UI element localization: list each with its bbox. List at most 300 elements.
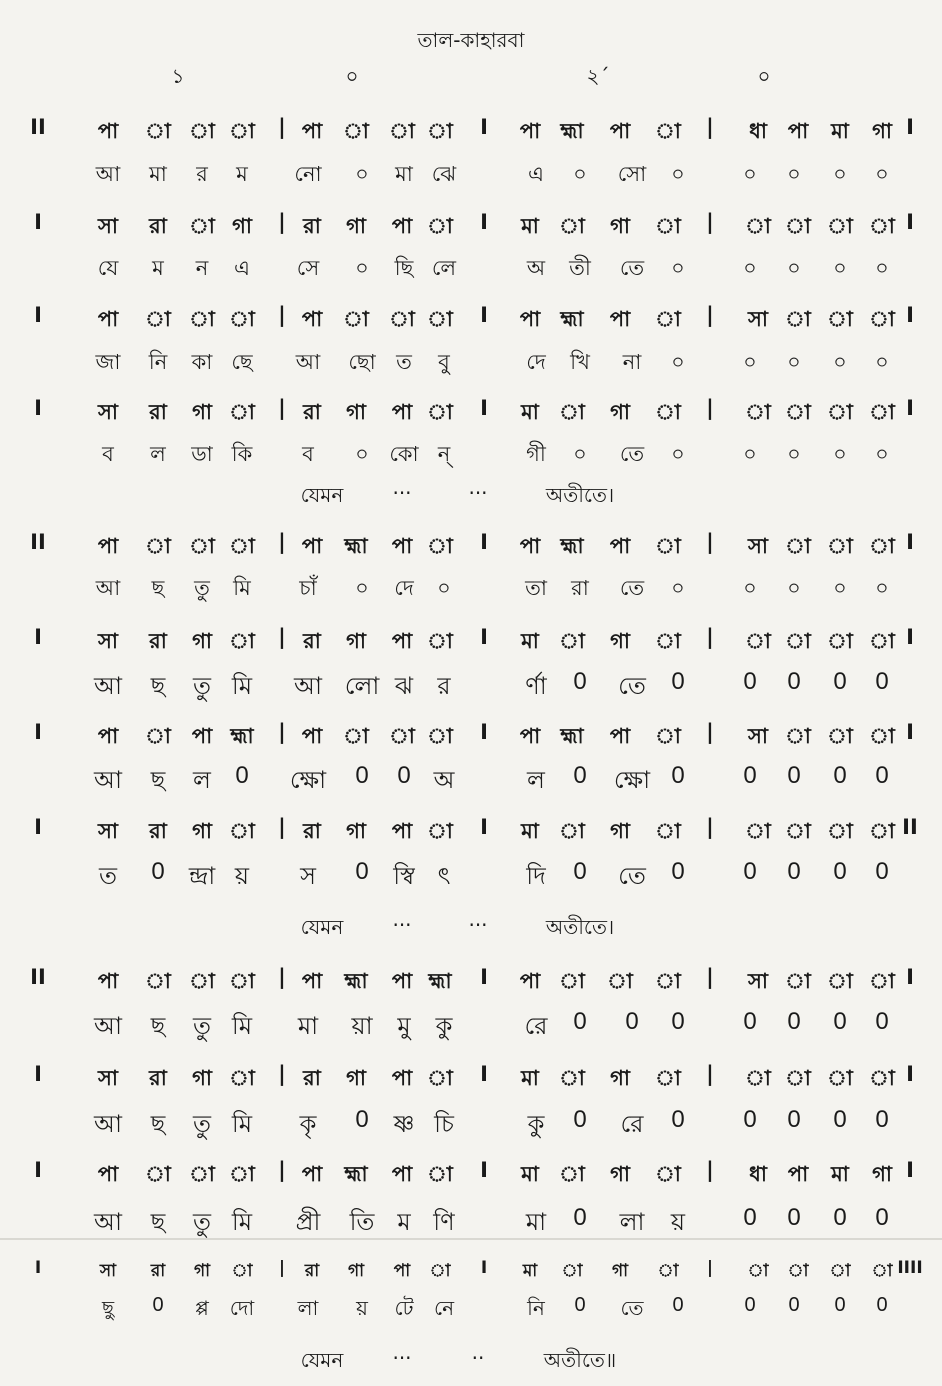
swara-note: পা <box>97 1162 119 1186</box>
swara-note: মা <box>521 400 539 424</box>
swara-note: গা <box>192 400 212 424</box>
swara-line <box>20 815 920 849</box>
bar-line: I <box>480 303 488 327</box>
lyric-syllable: ম <box>397 1209 411 1236</box>
swara-note: গা <box>192 1066 212 1090</box>
lyric-syllable: 0 <box>573 762 587 789</box>
swara-note: পা <box>393 1261 411 1281</box>
swara-note: পা <box>301 534 323 558</box>
lyric-syllable: ছো <box>348 350 376 374</box>
lyric-syllable: আ <box>94 1209 122 1236</box>
swara-note: গা <box>610 1066 630 1090</box>
bar-line: | <box>706 303 714 327</box>
lyric-syllable: ন <box>195 256 209 280</box>
swara-note: া <box>229 307 255 331</box>
lyric-syllable: ন্দ্রা <box>188 863 216 890</box>
swara-note: া <box>869 307 895 331</box>
tal-mark: ০ <box>345 64 359 88</box>
swara-note: সা <box>748 724 768 748</box>
swara-note: া <box>747 1261 769 1281</box>
lyric-line <box>20 1008 920 1042</box>
lyric-syllable: ন্ <box>437 442 451 466</box>
bar-line: | <box>278 115 286 139</box>
lyric-syllable: 0 <box>875 1204 889 1231</box>
swara-note: া <box>427 119 453 143</box>
swara-line <box>20 303 920 337</box>
lyric-syllable: ০ <box>787 350 801 374</box>
lyric-syllable: সে <box>296 256 320 280</box>
swara-note: পা <box>391 629 413 653</box>
swara-line <box>20 1258 923 1292</box>
lyric-syllable: তে <box>618 673 646 700</box>
lyric-syllable: ছ <box>150 673 166 700</box>
lyric-syllable: 0 <box>875 762 889 789</box>
bar-line: I <box>34 210 42 234</box>
lyric-syllable: 0 <box>672 1294 684 1316</box>
lyric-syllable: তে <box>619 256 645 280</box>
swara-note: া <box>655 400 681 424</box>
lyric-syllable: 0 <box>397 762 411 789</box>
swara-note: পা <box>301 1162 323 1186</box>
lyric-syllable: ছু <box>101 1298 115 1320</box>
swara-note: মা <box>521 214 539 238</box>
lyric-syllable: 0 <box>573 1204 587 1231</box>
lyric-syllable: ঝ <box>394 673 414 700</box>
lyric-syllable: তু <box>192 1209 212 1236</box>
lyric-syllable: কি <box>231 442 253 466</box>
lyric-syllable: ম <box>236 162 248 186</box>
lyric-syllable: ০ <box>671 162 685 186</box>
bar-line: | <box>278 210 286 234</box>
lyric-syllable: ০ <box>671 576 685 600</box>
swara-note: া <box>869 1066 895 1090</box>
swara-note: া <box>655 214 681 238</box>
swara-note: া <box>427 400 453 424</box>
refrain-word: ··· <box>392 481 412 505</box>
lyric-syllable: 0 <box>743 1106 757 1133</box>
swara-note: গা <box>346 1066 366 1090</box>
swara-note: ধা <box>749 1162 767 1186</box>
lyric-syllable: রা <box>571 576 589 600</box>
swara-line <box>20 396 920 430</box>
swara-note: হ্মা <box>344 969 368 993</box>
lyric-syllable: স <box>300 863 316 890</box>
bar-line: | <box>278 720 286 744</box>
swara-note: রা <box>303 400 321 424</box>
swara-note: া <box>559 969 585 993</box>
lyric-syllable: তি <box>349 1209 375 1236</box>
swara-note: া <box>229 629 255 653</box>
swara-note: া <box>827 819 853 843</box>
bar-line: I <box>906 530 914 554</box>
lyric-syllable: ছ <box>150 1209 166 1236</box>
swara-note: পা <box>519 307 541 331</box>
lyric-syllable: তু <box>192 1111 212 1138</box>
swara-note: পা <box>97 724 119 748</box>
lyric-syllable: ০ <box>875 162 889 186</box>
lyric-line <box>20 572 920 606</box>
lyric-syllable: জা <box>95 350 121 374</box>
lyric-syllable: কু <box>435 1013 453 1040</box>
lyric-syllable: প্প <box>195 1298 209 1320</box>
refrain-word: যেমন <box>300 483 344 507</box>
lyric-syllable: তী <box>569 256 591 280</box>
swara-note: া <box>785 724 811 748</box>
swara-note: া <box>229 1066 255 1090</box>
lyric-syllable: র <box>196 162 208 186</box>
swara-note: া <box>427 534 453 558</box>
lyric-syllable: 0 <box>833 1008 847 1035</box>
lyric-syllable: ক্ষো <box>289 767 327 794</box>
swara-note: া <box>189 969 215 993</box>
lyric-syllable: 0 <box>875 668 889 695</box>
swara-note: া <box>869 969 895 993</box>
bar-line: I <box>906 1062 914 1086</box>
swara-note: া <box>827 307 853 331</box>
lyric-syllable: বু <box>438 350 450 374</box>
swara-note: পা <box>787 119 809 143</box>
lyric-syllable: 0 <box>671 858 685 885</box>
lyric-syllable: ০ <box>671 442 685 466</box>
lyric-syllable: 0 <box>787 1204 801 1231</box>
lyric-syllable: 0 <box>355 762 369 789</box>
swara-note: া <box>229 1162 255 1186</box>
bar-line: I <box>480 815 488 839</box>
swara-note: া <box>145 969 171 993</box>
swara-note: া <box>827 629 853 653</box>
swara-note: রা <box>149 1066 167 1090</box>
swara-note: া <box>145 724 171 748</box>
lyric-syllable: 0 <box>151 858 165 885</box>
lyric-syllable: য় <box>356 1298 368 1320</box>
bar-line: | <box>706 396 714 420</box>
bar-line: I <box>34 1158 42 1182</box>
lyric-syllable: র <box>437 673 451 700</box>
lyric-syllable: নি <box>527 1298 545 1320</box>
bar-line: | <box>706 815 714 839</box>
swara-note: পা <box>301 969 323 993</box>
lyric-syllable: যে <box>97 256 119 280</box>
lyric-syllable: ০ <box>875 350 889 374</box>
swara-note: হ্মা <box>230 724 254 748</box>
swara-note: মা <box>831 1162 849 1186</box>
bar-line: | <box>278 530 286 554</box>
swara-note: া <box>745 400 771 424</box>
swara-note: সা <box>98 629 118 653</box>
swara-note: হ্মা <box>560 119 584 143</box>
refrain-line <box>0 1346 942 1376</box>
swara-note: পা <box>391 1066 413 1090</box>
swara-note: া <box>785 629 811 653</box>
swara-note: সা <box>748 534 768 558</box>
refrain-word: ··· <box>392 1346 412 1370</box>
lyric-syllable: য়া <box>351 1013 373 1040</box>
swara-note: মা <box>521 629 539 653</box>
lyric-syllable: দি <box>526 863 546 890</box>
swara-note: হ্মা <box>560 724 584 748</box>
swara-note: া <box>427 724 453 748</box>
swara-note: া <box>827 724 853 748</box>
swara-note: হ্মা <box>344 534 368 558</box>
lyric-syllable: ডা <box>191 442 213 466</box>
bar-line: | <box>278 1158 286 1182</box>
swara-note: সা <box>748 307 768 331</box>
swara-note: সা <box>98 1066 118 1090</box>
lyric-syllable: 0 <box>787 762 801 789</box>
bar-line: I <box>34 720 42 744</box>
lyric-syllable: ০ <box>833 576 847 600</box>
lyric-syllable: আ <box>294 673 322 700</box>
lyric-line <box>20 346 920 380</box>
lyric-syllable: মা <box>395 162 413 186</box>
lyric-syllable: কু <box>527 1111 545 1138</box>
swara-note: া <box>229 969 255 993</box>
swara-note: া <box>189 534 215 558</box>
lyric-syllable: য় <box>234 863 250 890</box>
swara-note: গা <box>872 1162 892 1186</box>
swara-note: া <box>427 629 453 653</box>
bar-line: I <box>34 1062 42 1086</box>
lyric-syllable: ০ <box>833 442 847 466</box>
swara-note: া <box>785 969 811 993</box>
swara-note: রা <box>303 819 321 843</box>
lyric-line <box>20 762 920 796</box>
lyric-line <box>20 1106 920 1140</box>
tal-mark: ১ <box>171 64 185 88</box>
swara-note: া <box>427 1162 453 1186</box>
lyric-syllable: ০ <box>875 256 889 280</box>
swara-note: পা <box>391 969 413 993</box>
bar-line: | <box>706 1158 714 1182</box>
swara-note: া <box>785 307 811 331</box>
lyric-syllable: মা <box>149 162 167 186</box>
bar-line: | <box>706 1258 714 1278</box>
lyric-syllable: ০ <box>743 576 757 600</box>
swara-note: া <box>787 1261 809 1281</box>
refrain-word: যেমন <box>300 1348 344 1372</box>
lyric-syllable: 0 <box>152 1294 164 1316</box>
swara-note: পা <box>519 969 541 993</box>
swara-note: রা <box>303 1066 321 1090</box>
lyric-syllable: তু <box>192 673 212 700</box>
swara-note: মা <box>521 1162 539 1186</box>
swara-note: া <box>229 119 255 143</box>
swara-note: পা <box>301 724 323 748</box>
lyric-syllable: 0 <box>833 668 847 695</box>
lyric-syllable: গী <box>526 442 546 466</box>
lyric-syllable: ব <box>102 442 114 466</box>
bar-line: I <box>480 1158 488 1182</box>
swara-note: গা <box>346 629 366 653</box>
lyric-syllable: এ <box>528 162 544 186</box>
swara-note: া <box>427 819 453 843</box>
swara-note: পা <box>519 534 541 558</box>
lyric-syllable: লা <box>297 1298 319 1320</box>
lyric-syllable: সো <box>617 162 647 186</box>
swara-note: া <box>427 1066 453 1090</box>
lyric-syllable: ০ <box>787 442 801 466</box>
lyric-syllable: 0 <box>743 1204 757 1231</box>
swara-note: পা <box>609 534 631 558</box>
swara-note: া <box>427 307 453 331</box>
swara-note: া <box>559 819 585 843</box>
swara-note: গা <box>610 214 630 238</box>
swara-note: পা <box>391 534 413 558</box>
bar-line: I <box>906 625 914 649</box>
lyric-syllable: 0 <box>573 668 587 695</box>
swara-note: া <box>343 724 369 748</box>
bar-line: | <box>706 115 714 139</box>
lyric-line <box>20 858 920 892</box>
swara-note: া <box>827 969 853 993</box>
lyric-syllable: 0 <box>743 858 757 885</box>
lyric-syllable: রে <box>620 1111 644 1138</box>
lyric-syllable: 0 <box>876 1294 888 1316</box>
lyric-syllable: স্বি <box>393 863 415 890</box>
swara-note: া <box>827 214 853 238</box>
bar-line: | <box>278 625 286 649</box>
bar-line: | <box>706 625 714 649</box>
swara-note: া <box>343 119 369 143</box>
lyric-syllable: ০ <box>671 256 685 280</box>
lyric-syllable: নে <box>433 1298 455 1320</box>
lyric-line <box>20 668 920 702</box>
swara-note: রা <box>149 214 167 238</box>
lyric-syllable: আ <box>94 1111 122 1138</box>
swara-note: া <box>785 819 811 843</box>
lyric-syllable: ছ <box>151 576 165 600</box>
lyric-syllable: অ <box>433 767 455 794</box>
lyric-syllable: ক্ষো <box>613 767 651 794</box>
lyric-syllable: 0 <box>833 762 847 789</box>
lyric-syllable: চি <box>434 1111 454 1138</box>
lyric-syllable: মি <box>231 1209 253 1236</box>
swara-note: া <box>231 1261 253 1281</box>
swara-note: া <box>145 307 171 331</box>
swara-note: সা <box>98 400 118 424</box>
bar-line: I <box>906 210 914 234</box>
lyric-syllable: 0 <box>787 1008 801 1035</box>
bar-line: | <box>278 965 286 989</box>
lyric-syllable: 0 <box>787 858 801 885</box>
lyric-syllable: কো <box>389 442 419 466</box>
swara-note: সা <box>98 214 118 238</box>
swara-line <box>20 1062 920 1096</box>
lyric-syllable: লা <box>619 1209 645 1236</box>
lyric-syllable: 0 <box>573 858 587 885</box>
swara-note: গা <box>610 400 630 424</box>
refrain-word: অতীতে। <box>545 915 615 939</box>
lyric-syllable: 0 <box>787 1106 801 1133</box>
swara-note: া <box>655 629 681 653</box>
swara-note: া <box>655 969 681 993</box>
swara-note: পা <box>391 819 413 843</box>
lyric-syllable: ০ <box>355 256 369 280</box>
lyric-syllable: ০ <box>355 576 369 600</box>
swara-note: া <box>869 629 895 653</box>
lyric-syllable: মি <box>233 576 251 600</box>
lyric-syllable: 0 <box>743 762 757 789</box>
refrain-word: ··· <box>468 481 488 505</box>
swara-note: া <box>145 534 171 558</box>
lyric-line <box>20 438 920 472</box>
lyric-syllable: এ <box>234 256 250 280</box>
swara-note: পা <box>391 400 413 424</box>
swara-note: া <box>827 534 853 558</box>
lyric-syllable: তে <box>619 442 645 466</box>
lyric-syllable: তু <box>194 576 210 600</box>
swara-note: া <box>869 400 895 424</box>
swara-note: া <box>785 214 811 238</box>
swara-note: া <box>745 1066 771 1090</box>
swara-note: া <box>745 214 771 238</box>
lyric-line <box>20 1294 920 1328</box>
lyric-syllable: ছে <box>231 350 253 374</box>
swara-note: া <box>785 1066 811 1090</box>
lyric-syllable: নো <box>294 162 322 186</box>
swara-note: া <box>229 400 255 424</box>
lyric-syllable: দে <box>526 350 546 374</box>
lyric-syllable: অ <box>526 256 546 280</box>
lyric-syllable: খি <box>570 350 590 374</box>
swara-note: পা <box>391 214 413 238</box>
lyric-syllable: ০ <box>743 256 757 280</box>
swara-note: রা <box>149 819 167 843</box>
refrain-line <box>0 481 942 511</box>
lyric-syllable: 0 <box>671 762 685 789</box>
swara-note: া <box>559 629 585 653</box>
swara-note: পা <box>609 307 631 331</box>
lyric-syllable: নি <box>148 350 168 374</box>
lyric-syllable: ল <box>150 442 166 466</box>
swara-note: া <box>745 629 771 653</box>
lyric-syllable: র্ণা <box>525 673 547 700</box>
swara-note: া <box>869 819 895 843</box>
lyric-syllable: ০ <box>787 162 801 186</box>
swara-note: া <box>869 534 895 558</box>
bar-line: I <box>480 1062 488 1086</box>
swara-note: পা <box>519 119 541 143</box>
lyric-syllable: মা <box>525 1209 547 1236</box>
refrain-word: অতীতে। <box>545 483 615 507</box>
swara-note: া <box>785 534 811 558</box>
lyric-syllable: তা <box>525 576 547 600</box>
swara-note: পা <box>391 1162 413 1186</box>
swara-note: পা <box>97 119 119 143</box>
bar-line: I <box>906 396 914 420</box>
refrain-word: ·· <box>471 1346 485 1370</box>
swara-note: পা <box>97 969 119 993</box>
swara-note: া <box>343 307 369 331</box>
swara-note: হ্মা <box>560 534 584 558</box>
swara-line <box>20 965 920 999</box>
bar-line: I <box>34 1258 42 1278</box>
lyric-syllable: ছ <box>150 1013 166 1040</box>
swara-note: া <box>607 969 633 993</box>
swara-note: া <box>655 307 681 331</box>
lyric-syllable: ল <box>527 767 545 794</box>
swara-note: া <box>655 534 681 558</box>
swara-note: রা <box>149 629 167 653</box>
swara-note: া <box>389 307 415 331</box>
lyric-syllable: কা <box>191 350 213 374</box>
lyric-syllable: আ <box>94 767 122 794</box>
lyric-syllable: 0 <box>875 1106 889 1133</box>
lyric-syllable: ছি <box>394 256 414 280</box>
lyric-syllable: ব <box>302 442 314 466</box>
lyric-syllable: 0 <box>833 858 847 885</box>
lyric-syllable: ৎ <box>437 863 451 890</box>
